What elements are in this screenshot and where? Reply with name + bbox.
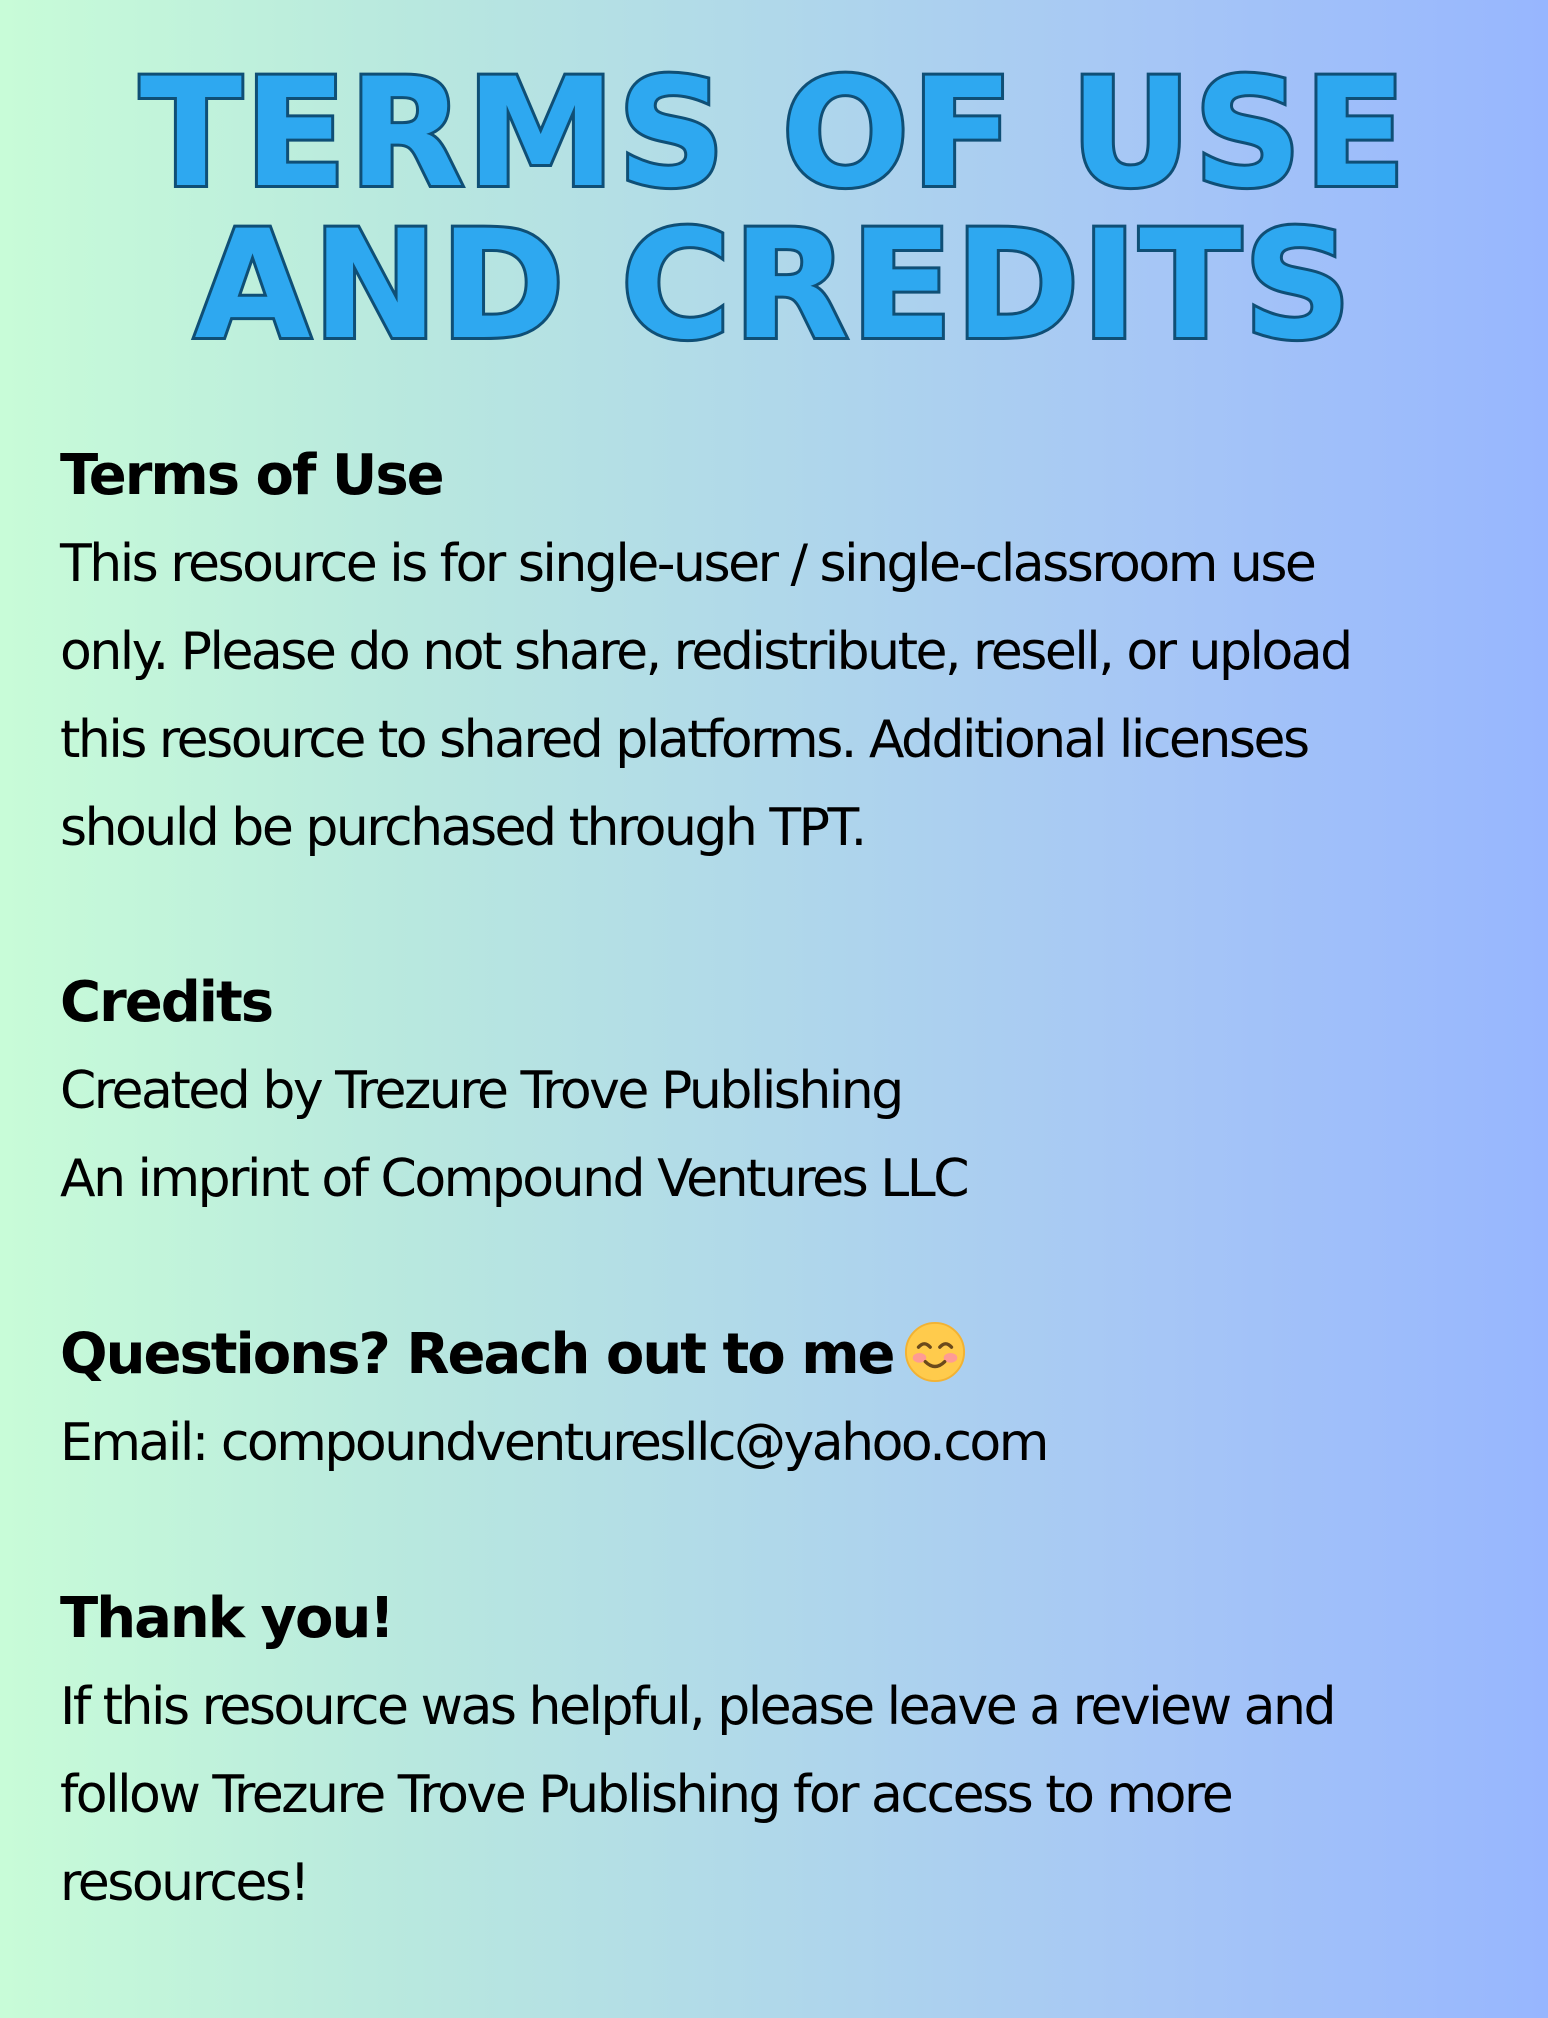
questions-heading [60,1311,1500,1399]
email-line: Email: compoundventuresllc@yahoo.com [60,1413,1047,1473]
smiling-face-icon [904,1321,966,1383]
thanks-heading: Thank you! [60,1586,393,1651]
credits-line: An imprint of Compound Ventures LLC [60,1149,967,1209]
terms-line: This resource is for single-user / single-classroom use [60,534,1315,594]
thanks-line: resources! [60,1853,308,1913]
title-line-2: AND CREDITS [194,199,1354,373]
terms-line: should be purchased through TPT. [60,798,865,858]
credits-section [60,959,1500,1223]
page-title [0,47,1548,373]
terms-heading: Terms of Use [60,443,443,508]
thanks-line: If this resource was helpful, please leave a review and [60,1677,1334,1737]
thanks-section [60,1575,1500,1927]
terms-line: this resource to shared platforms. Additional licenses [60,710,1308,770]
terms-line: only. Please do not share, redistribute, resell, or upload [60,622,1351,682]
terms-section [60,432,1500,872]
credits-heading: Credits [60,970,273,1035]
questions-heading-text: Questions? Reach out to me [60,1322,894,1387]
credits-line: Created by Trezure Trove Publishing [60,1061,902,1121]
thanks-line: follow Trezure Trove Publishing for access to more [60,1765,1232,1825]
questions-section [60,1311,1500,1487]
title-line-1: TERMS OF USE [139,47,1409,221]
